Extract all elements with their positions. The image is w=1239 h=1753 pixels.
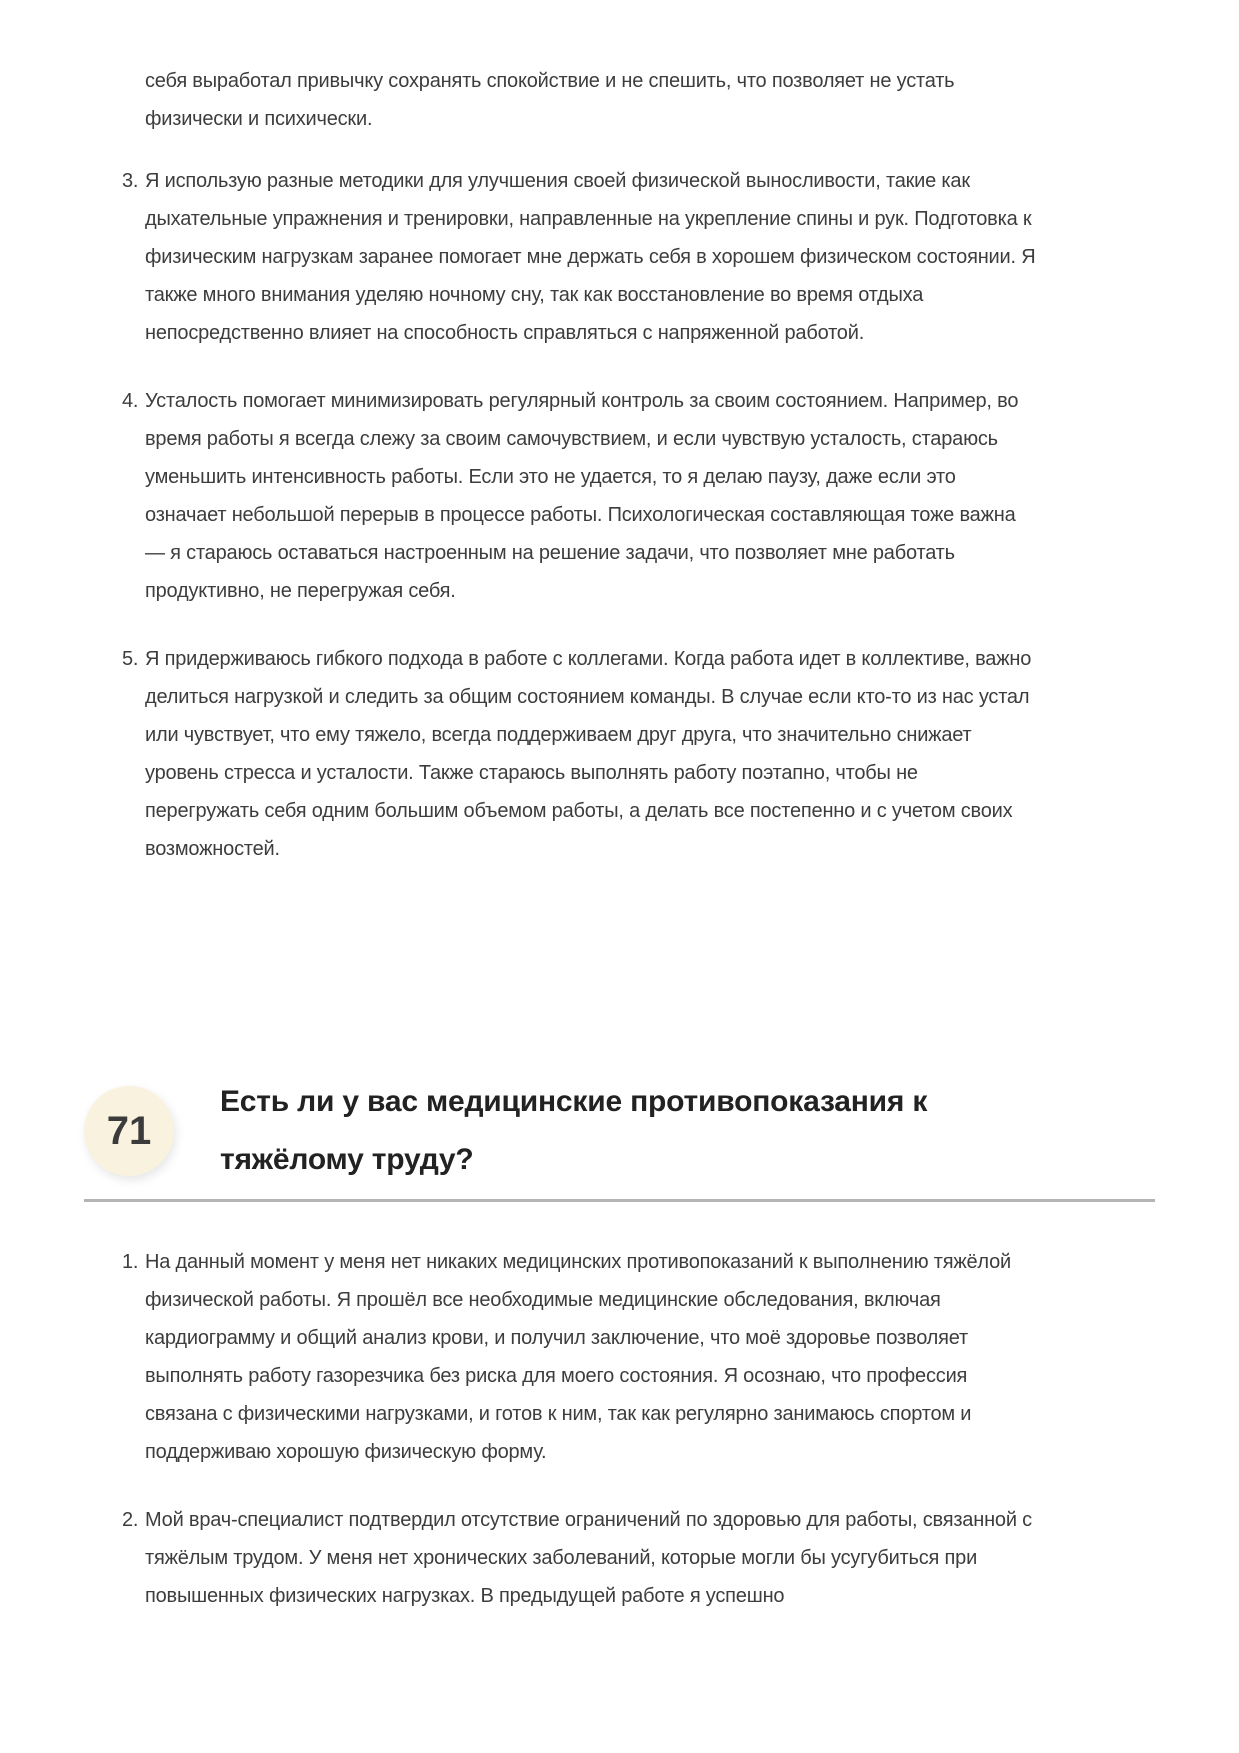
list-item-number: 3. bbox=[122, 170, 139, 192]
list-item bbox=[122, 1243, 1037, 1471]
list-item bbox=[122, 640, 1037, 868]
question-header bbox=[84, 1073, 1037, 1189]
list-item-text: Я использую разные методики для улучшения своей физической выносливости, такие как дыхательные упражнения и тренировки, направленные на укрепление спины и рук. Подготовка к физическим нагрузкам заранее помогает мне держать себя в хорошем физическом состоянии. Я также много внимания уделяю ночному сну, так как восстановление во время отдыха непосредственно влияет на способность справляться с напряженной работой. bbox=[145, 170, 1036, 344]
list-item-number: 5. bbox=[122, 648, 139, 670]
list-item bbox=[122, 162, 1037, 352]
list-item bbox=[122, 1501, 1037, 1615]
document-content bbox=[106, 0, 1037, 1615]
question-title: Есть ли у вас медицинские противопоказания к тяжёлому труду? bbox=[220, 1085, 928, 1176]
answers-list-current bbox=[122, 1243, 1037, 1615]
continuation-paragraph: себя выработал привычку сохранять спокойствие и не спешить, что позволяет не устать физически и психически. bbox=[145, 70, 955, 130]
question-number-badge bbox=[84, 1086, 174, 1176]
list-item-number: 2. bbox=[122, 1509, 139, 1531]
answers-list-previous bbox=[122, 162, 1037, 868]
list-item-text: Мой врач-специалист подтвердил отсутствие ограничений по здоровью для работы, связанной с тяжёлым трудом. У меня нет хронических заболеваний, которые могли бы усугубиться при повышенных физических нагрузках. В предыдущей работе я успешно bbox=[145, 1509, 1032, 1607]
list-item-number: 1. bbox=[122, 1251, 139, 1273]
list-item-text: Усталость помогает минимизировать регулярный контроль за своим состоянием. Например, во время работы я всегда слежу за своим самочувствием, и если чувствую усталость, стараюсь уменьшить интенсивность работы. Если это не удается, то я делаю паузу, даже если это означает небольшой перерыв в процессе работы. Психологическая составляющая тоже важна — я стараюсь оставаться настроенным на решение задачи, что позволяет мне работать продуктивно, не перегружая себя. bbox=[145, 390, 1019, 602]
list-item bbox=[122, 382, 1037, 610]
section-divider bbox=[84, 1199, 1155, 1202]
list-item-text: Я придерживаюсь гибкого подхода в работе с коллегами. Когда работа идет в коллективе, важно делиться нагрузкой и следить за общим состоянием команды. В случае если кто-то из нас устал или чувствует, что ему тяжело, всегда поддерживаем друг друга, что значительно снижает уровень стресса и усталости. Также стараюсь выполнять работу поэтапно, чтобы не перегружать себя одним большим объемом работы, а делать все постепенно и с учетом своих возможностей. bbox=[145, 648, 1032, 860]
question-number: 71 bbox=[106, 1109, 152, 1153]
list-item-number: 4. bbox=[122, 390, 139, 412]
list-item-text: На данный момент у меня нет никаких медицинских противопоказаний к выполнению тяжёлой физической работы. Я прошёл все необходимые медицинские обследования, включая кардиограмму и общий анализ крови, и получил заключение, что моё здоровье позволяет выполнять работу газорезчика без риска для моего состояния. Я осознаю, что профессия связана с физическими нагрузками, и готов к ним, так как регулярно занимаюсь спортом и поддерживаю хорошую физическую форму. bbox=[145, 1251, 1012, 1463]
